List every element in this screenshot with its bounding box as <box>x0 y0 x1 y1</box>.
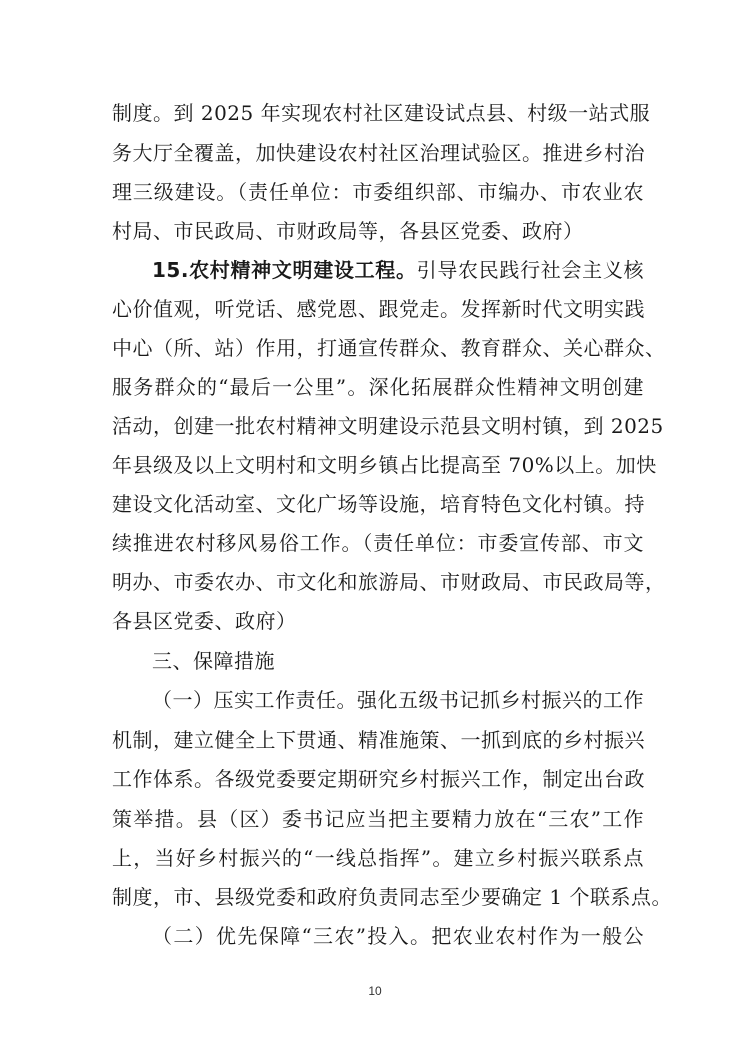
text-line: （二）优先保障“三农”投入。把农业农村作为一般公 <box>152 924 644 948</box>
text-line: 策举措。县（区）委书记应当把主要精力放在“三农”工作 <box>112 807 644 831</box>
text-line: 心价值观，听党话、感党恩、跟党走。发挥新时代文明实践 <box>112 297 645 321</box>
section-15-paragraph-start <box>152 257 644 283</box>
text-line: 续推进农村移风易俗工作。（责任单位：市委宣传部、市文 <box>112 531 644 555</box>
text-line: 中心（所、站）作用，打通宣传群众、教育群众、关心群众、 <box>112 336 666 360</box>
text-line: 服务群众的“最后一公里”。深化拓展群众性精神文明创建 <box>112 375 644 399</box>
text-line: 活动，创建一批农村精神文明建设示范县文明村镇，到 2025 <box>112 414 664 438</box>
text-line: 建设文化活动室、文化广场等设施，培育特色文化村镇。持 <box>112 492 645 516</box>
text-line: 理三级建设。（责任单位：市委组织部、市编办、市农业农 <box>112 180 644 204</box>
text-line: 上，当好乡村振兴的“一线总指挥”。建立乡村振兴联系点 <box>112 846 644 870</box>
text-line: 机制，建立健全上下贯通、精准施策、一抓到底的乡村振兴 <box>112 728 645 752</box>
section-15-title: 15.农村精神文明建设工程。 <box>152 258 417 282</box>
text-line: 各县区党委、政府） <box>112 609 297 633</box>
text-line: 务大厅全覆盖，加快建设农村社区治理试验区。推进乡村治 <box>112 141 645 165</box>
text-line: 明办、市委农办、市文化和旅游局、市财政局、市民政局等， <box>112 570 666 594</box>
text-fragment: 引导农民践行社会主义核 <box>416 258 645 282</box>
section-heading-guarantee-measures: 三、保障措施 <box>152 649 275 673</box>
text-line: 工作体系。各级党委要定期研究乡村振兴工作，制定出台政 <box>112 767 645 791</box>
page-number: 10 <box>368 984 382 998</box>
text-line: （一）压实工作责任。强化五级书记抓乡村振兴的工作 <box>152 688 644 712</box>
text-line: 年县级及以上文明村和文明乡镇占比提高至 70%以上。加快 <box>112 453 657 477</box>
text-line: 村局、市民政局、市财政局等，各县区党委、政府） <box>112 219 584 243</box>
text-line: 制度，市、县级党委和政府负责同志至少要确定 1 个联系点。 <box>112 885 672 909</box>
text-line: 制度。到 2025 年实现农村社区建设试点县、村级一站式服 <box>112 101 651 125</box>
